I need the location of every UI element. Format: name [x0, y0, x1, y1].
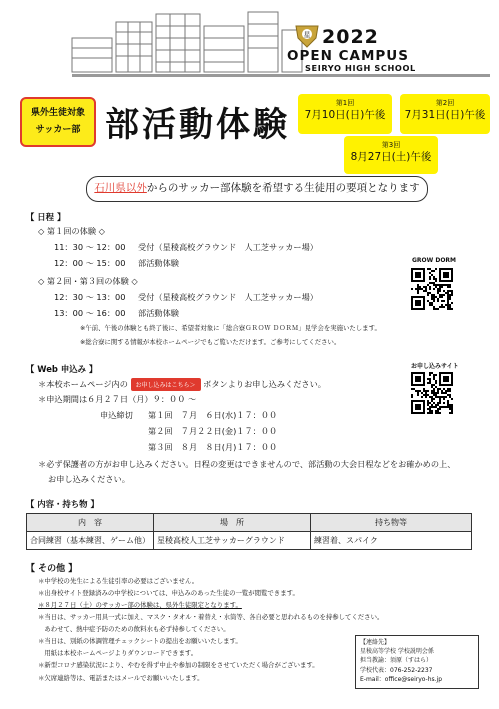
session-badge-2 — [400, 94, 490, 134]
grow-dorm-qr-code[interactable] — [411, 268, 453, 310]
intro-text: からのサッカー部体験を希望する生徒用の要項となります — [146, 182, 420, 194]
other-line-5: あわせて、熱中症予防のための飲料水も必ず持参してください。 — [38, 625, 230, 633]
school-crest-icon — [294, 24, 320, 48]
contact-email[interactable]: E-mail：office@seiryo-hs.jp — [360, 675, 443, 683]
other-line-2: ＊出身校サイト登録済みの中学校については、申込みのあった生徒の一覧が閲覧できます。 — [38, 589, 299, 597]
web-line1-pre: ＊本校ホームページ内の — [38, 379, 128, 389]
page-title: 部活動体験 — [105, 105, 290, 145]
group1-time-1: 11：30 ～ 12：00 — [54, 242, 126, 252]
intro-banner — [86, 176, 428, 202]
session-number: 第2回 — [435, 99, 455, 107]
guardian-note-a: ＊必ず保護者の方がお申し込みください。日程の変更はできませんので、部活動の大会日程などをお確かめの上、 — [38, 459, 456, 469]
event-name: OPEN CAMPUS — [287, 48, 409, 64]
table-cell: 練習着、スパイク — [311, 532, 472, 550]
apply-site-qr-code[interactable] — [411, 372, 453, 414]
web-line1-post: ボタンよりお申し込みください。 — [203, 379, 326, 389]
apply-period: ＊申込期間は６月２７日（月）９：００ ～ — [38, 394, 197, 404]
group2-time-1: 12：30 ～ 13：00 — [54, 292, 126, 302]
session-number: 第3回 — [381, 141, 401, 149]
deadline-label: 申込締切 — [100, 410, 133, 420]
group2-desc-1: 受付（星稜高校グラウンド 人工芝サッカー場） — [138, 292, 318, 302]
grow-dorm-qr-label: GROW DORM — [412, 257, 457, 264]
group1-title: ◇ 第１回の体験 ◇ — [38, 226, 105, 236]
other-line-6: ＊当日は、別紙の体調管理チェックシートの提出をお願いいたします。 — [38, 637, 242, 645]
group2-title: ◇ 第２回・第３回の体験 ◇ — [38, 276, 138, 286]
web-heading: 【 Web 申込み 】 — [26, 364, 98, 374]
items-table — [26, 513, 472, 550]
dorm-note-1: ※午前、午後の体験とも終了後に、希望者対象に「総合寮ＧＲＯＷ ＤＯＲＭ」見学会を実施いたします。 — [80, 324, 381, 332]
intro-highlight: 石川県以外 — [94, 182, 147, 194]
contact-box — [355, 635, 479, 689]
other-heading: 【 その他 】 — [26, 564, 78, 574]
table-cell: 星稜高校人工芝サッカーグラウンド — [154, 532, 311, 550]
contact-tel: 学校代表：076-252-2237 — [360, 666, 433, 674]
table-header-row — [27, 514, 472, 532]
group1-desc-2: 部活動体験 — [138, 258, 179, 268]
session-number: 第1回 — [335, 99, 355, 107]
column-header: 内 容 — [27, 514, 154, 532]
badge-line1: 県外生徒対象 — [30, 108, 85, 118]
group1-desc-1: 受付（星稜高校グラウンド 人工芝サッカー場） — [138, 242, 318, 252]
badge-line2: サッカー部 — [35, 125, 81, 135]
target-badge — [20, 97, 96, 147]
other-line-1: ＊中学校の先生による生徒引率の必要はございません。 — [38, 577, 199, 585]
table-cell: 合同練習（基本練習、ゲーム他） — [27, 532, 154, 550]
deadline-3: 第３回 ８月 ８日(月)１７：００ — [148, 442, 278, 452]
other-line-3: ＊８月２７日（土）のサッカー部の体験は、県外生徒限定となります。 — [38, 601, 242, 609]
contact-title: 【連絡先】 — [360, 639, 391, 646]
column-header: 持ち物等 — [311, 514, 472, 532]
session-date: 7月10日(日)午後 — [304, 109, 386, 121]
event-year: 2022 — [322, 26, 379, 48]
group1-time-2: 12：00 ～ 15：00 — [54, 258, 126, 268]
guardian-note-b: お申し込みください。 — [48, 474, 130, 484]
items-heading: 【 内容・持ち物 】 — [26, 499, 99, 509]
apply-site-qr-label: お申し込みサイト — [411, 363, 459, 370]
session-date: 8月27日(土)午後 — [350, 151, 432, 163]
apply-button[interactable]: お申し込みはこちら＞ — [131, 378, 201, 391]
session-date: 7月31日(日)午後 — [404, 109, 486, 121]
contact-person: 担当教諭：須原（すはら） — [360, 657, 433, 665]
session-badge-1 — [298, 94, 392, 134]
web-line1 — [38, 378, 326, 391]
other-line-9: ＊欠席連絡等は、電話またはメールでお願いいたします。 — [38, 674, 204, 682]
group2-desc-2: 部活動体験 — [138, 308, 179, 318]
dorm-note-2: ※総合寮に関する情報が本校ホームページでもご覧いただけます。ご参考にしてください。 — [80, 338, 341, 346]
session-badge-3 — [344, 136, 438, 174]
group2-time-2: 13：00 ～ 16：00 — [54, 308, 126, 318]
school-name: SEIRYO HIGH SCHOOL — [305, 63, 416, 73]
svg-text:星: 星 — [303, 31, 311, 39]
schedule-heading: 【 日程 】 — [26, 212, 66, 222]
column-header: 場 所 — [154, 514, 311, 532]
contact-org: 星稜高等学校 学校説明会係 — [360, 648, 434, 656]
header-divider — [72, 74, 490, 77]
other-line-7: 用紙は本校ホームページよりダウンロードできます。 — [38, 649, 198, 657]
deadline-1: 第１回 ７月 ６日(水)１７：００ — [148, 410, 278, 420]
deadline-2: 第２回 ７月２２日(金)１７：００ — [148, 426, 278, 436]
table-row — [27, 532, 472, 550]
other-line-4: ＊当日は、サッカー用具一式に加え、マスク・タオル・着替え・水筒等、各自必要と思われるものを持参してください。 — [38, 613, 384, 621]
other-line-8: ＊新型コロナ感染状況により、やむを得ず中止や参加の制限をさせていただく場合がございます。 — [38, 661, 319, 669]
